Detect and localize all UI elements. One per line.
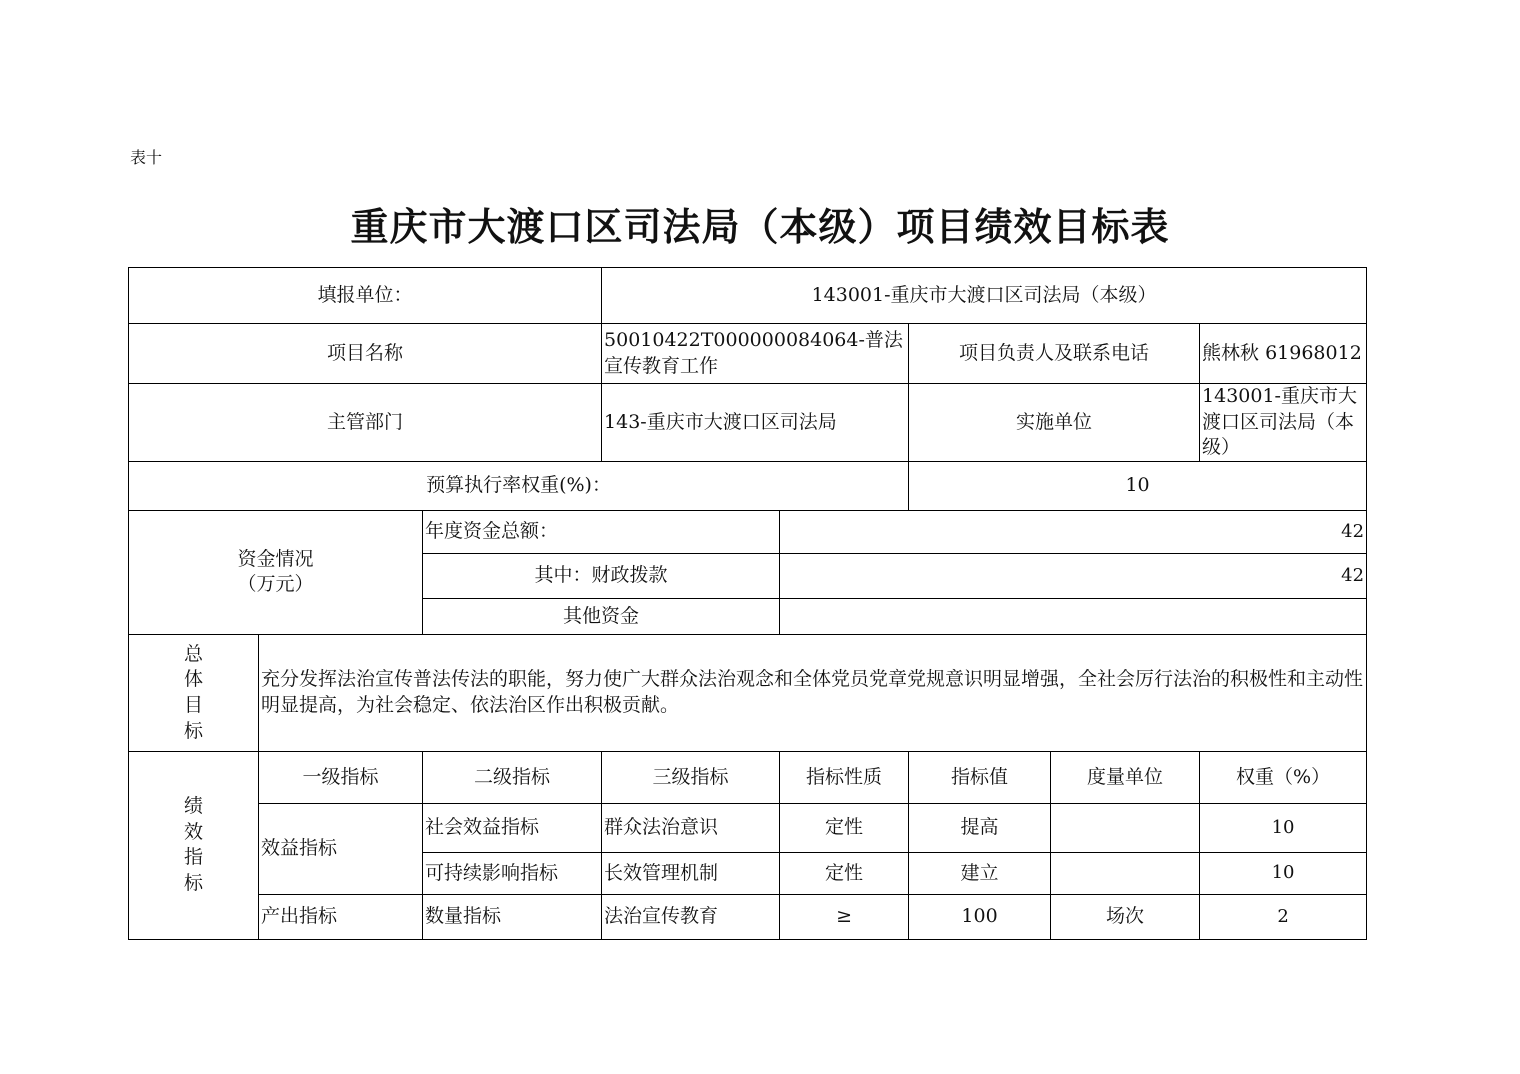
indicator-unit: 场次 bbox=[1051, 894, 1200, 939]
overall-goal-label-char: 总 bbox=[183, 642, 203, 665]
header-unit: 度量单位 bbox=[1051, 751, 1200, 803]
project-owner-value: 熊林秋 61968012 bbox=[1200, 324, 1367, 384]
project-name-row bbox=[129, 324, 1367, 384]
indicator-weight: 10 bbox=[1200, 803, 1367, 852]
indicator-value: 建立 bbox=[909, 852, 1051, 894]
header-value: 指标值 bbox=[909, 751, 1051, 803]
indicator-value: 提高 bbox=[909, 803, 1051, 852]
indicator-unit bbox=[1051, 852, 1200, 894]
header-level1: 一级指标 bbox=[259, 751, 423, 803]
performance-target-table bbox=[128, 267, 1367, 940]
overall-goal-label-char: 目 bbox=[183, 693, 203, 716]
budget-weight-row bbox=[129, 461, 1367, 510]
indicator-header-row bbox=[129, 751, 1367, 803]
indicator-level3: 法治宣传教育 bbox=[602, 894, 780, 939]
implementing-unit-value: 143001-重庆市大渡口区司法局（本级） bbox=[1200, 384, 1367, 462]
header-nature: 指标性质 bbox=[780, 751, 909, 803]
fiscal-funds-label: 其中：财政拨款 bbox=[423, 553, 780, 598]
annual-funds-row bbox=[129, 510, 1367, 553]
reporting-unit-value: 143001-重庆市大渡口区司法局（本级） bbox=[602, 268, 1367, 324]
other-funds-value bbox=[780, 598, 1367, 634]
output-indicator-label: 产出指标 bbox=[259, 894, 423, 939]
reporting-unit-label: 填报单位： bbox=[129, 268, 602, 324]
indicator-level2: 数量指标 bbox=[423, 894, 602, 939]
annual-funds-value: 42 bbox=[780, 510, 1367, 553]
funds-label-line2: （万元） bbox=[237, 573, 314, 596]
header-level3: 三级指标 bbox=[602, 751, 780, 803]
other-funds-label: 其他资金 bbox=[423, 598, 780, 634]
indicator-nature: 定性 bbox=[780, 852, 909, 894]
funds-label-line1: 资金情况 bbox=[237, 547, 314, 570]
budget-weight-label: 预算执行率权重(%)： bbox=[129, 461, 909, 510]
annual-funds-label: 年度资金总额： bbox=[423, 510, 780, 553]
overall-goal-label-char: 标 bbox=[183, 719, 203, 742]
indicator-nature: ≥ bbox=[780, 894, 909, 939]
indicators-label-char: 绩 bbox=[183, 795, 203, 818]
indicator-row bbox=[129, 803, 1367, 852]
department-label: 主管部门 bbox=[129, 384, 602, 462]
indicator-level2: 社会效益指标 bbox=[423, 803, 602, 852]
indicator-unit bbox=[1051, 803, 1200, 852]
department-value: 143-重庆市大渡口区司法局 bbox=[602, 384, 909, 462]
indicator-level3: 群众法治意识 bbox=[602, 803, 780, 852]
benefit-indicator-label: 效益指标 bbox=[259, 803, 423, 894]
indicators-label-char: 指 bbox=[183, 846, 203, 869]
project-name-label: 项目名称 bbox=[129, 324, 602, 384]
indicators-label-char: 效 bbox=[183, 820, 203, 843]
indicator-nature: 定性 bbox=[780, 803, 909, 852]
indicator-weight: 10 bbox=[1200, 852, 1367, 894]
overall-goal-text: 充分发挥法治宣传普法传法的职能，努力使广大群众法治观念和全体党员党章党规意识明显增强，全社会厉行法治的积极性和主动性明显提高，为社会稳定、依法治区作出积极贡献。 bbox=[259, 634, 1367, 751]
project-owner-label: 项目负责人及联系电话 bbox=[909, 324, 1200, 384]
overall-goal-label-char: 体 bbox=[183, 668, 203, 691]
table-number: 表十 bbox=[130, 148, 163, 167]
overall-goal-label bbox=[129, 634, 259, 751]
indicator-weight: 2 bbox=[1200, 894, 1367, 939]
indicator-level3: 长效管理机制 bbox=[602, 852, 780, 894]
indicators-label-char: 标 bbox=[183, 872, 203, 895]
fiscal-funds-value: 42 bbox=[780, 553, 1367, 598]
funds-label bbox=[129, 510, 423, 634]
indicator-row bbox=[129, 894, 1367, 939]
indicators-label bbox=[129, 751, 259, 939]
document-title: 重庆市大渡口区司法局（本级）项目绩效目标表 bbox=[350, 204, 1170, 249]
overall-goal-row bbox=[129, 634, 1367, 751]
header-level2: 二级指标 bbox=[423, 751, 602, 803]
budget-weight-value: 10 bbox=[909, 461, 1367, 510]
reporting-unit-row bbox=[129, 268, 1367, 324]
project-name-value: 50010422T000000084064-普法宣传教育工作 bbox=[602, 324, 909, 384]
department-row bbox=[129, 384, 1367, 462]
indicator-level2: 可持续影响指标 bbox=[423, 852, 602, 894]
header-weight: 权重（%） bbox=[1200, 751, 1367, 803]
indicator-value: 100 bbox=[909, 894, 1051, 939]
implementing-unit-label: 实施单位 bbox=[909, 384, 1200, 462]
